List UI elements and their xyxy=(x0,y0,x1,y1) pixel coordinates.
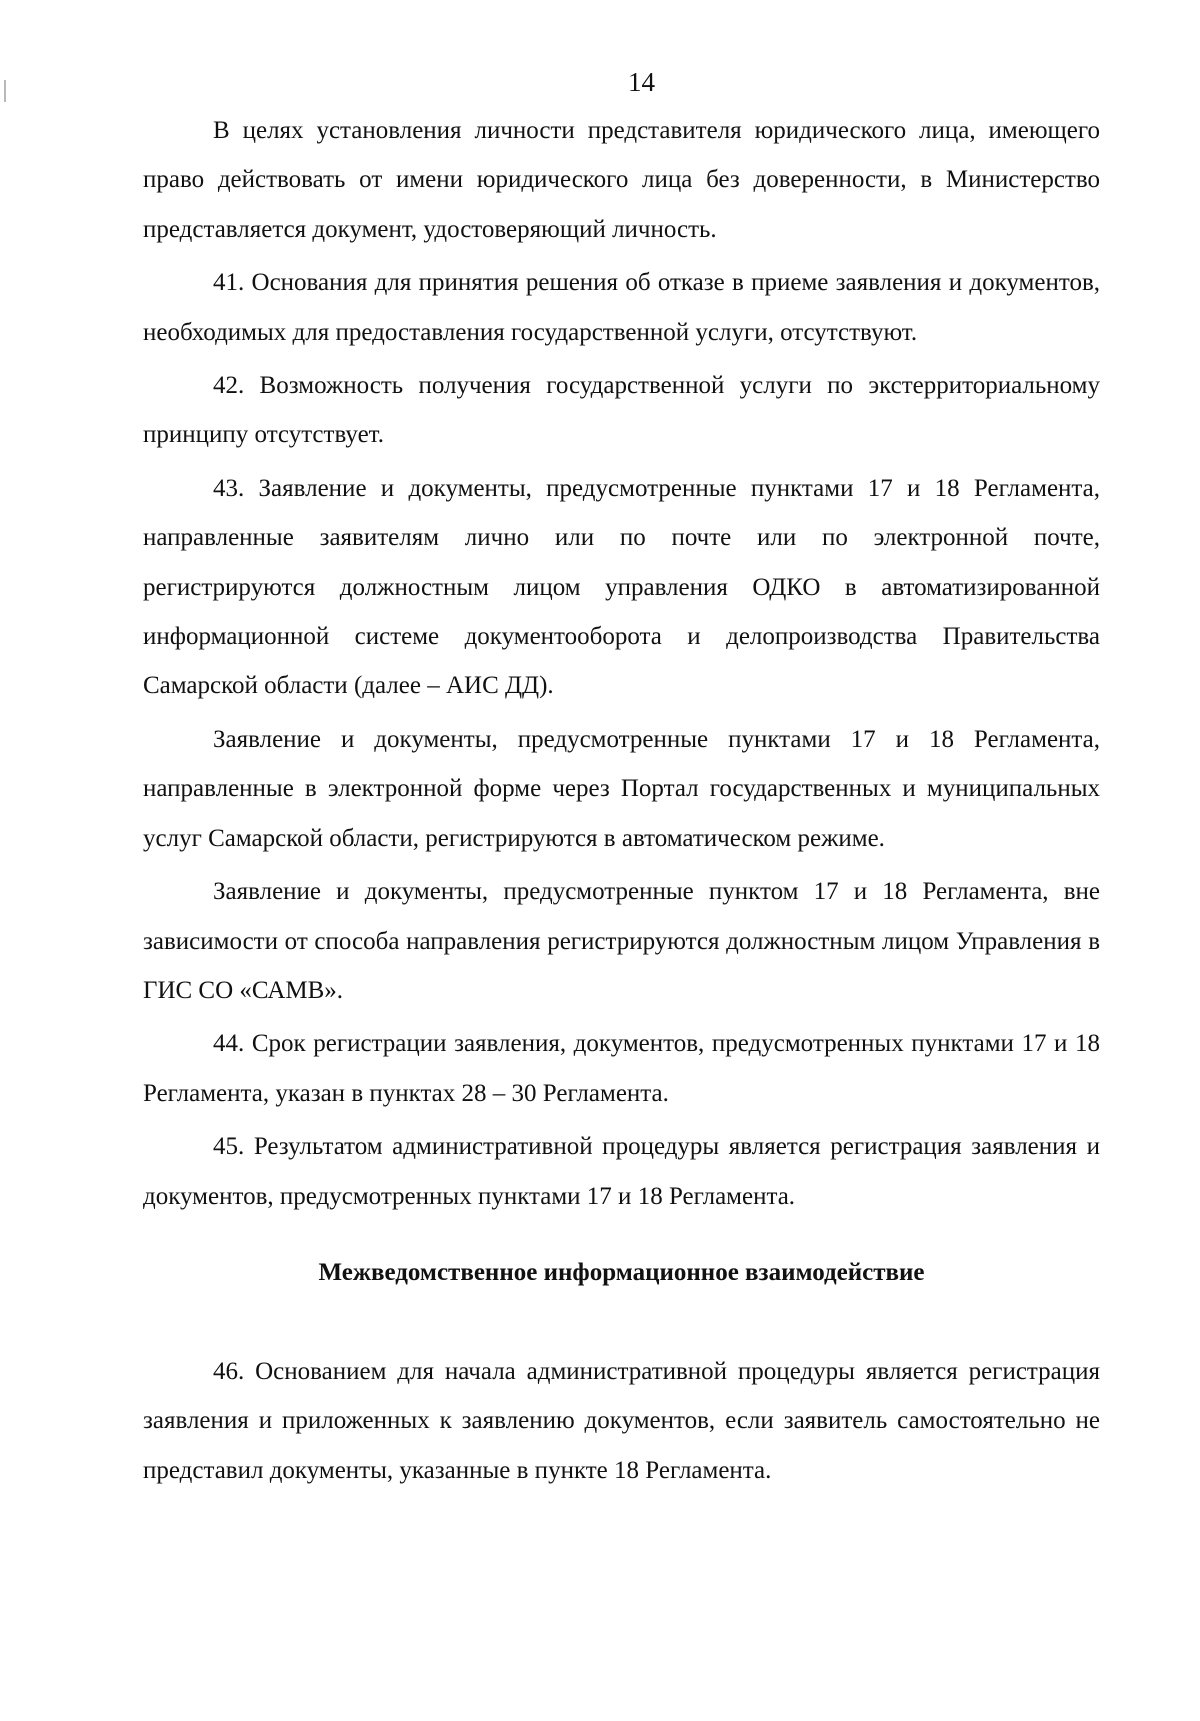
paragraph-42: 42. Возможность получения государственной услуги по экстерриториальному принципу отсутствует. xyxy=(143,372,1100,449)
paragraph-43: 43. Заявление и документы, предусмотренные пунктами 17 и 18 Регламента, направленные заявителям лично или по почте или по электронной почте, регистрируются должностным лицом управления ОДКО в автоматизированной информационной системе документооборота и делопроизводства Правительства Самарской области (далее – АИС ДД). xyxy=(143,474,1100,700)
document-page xyxy=(143,66,1100,1499)
paragraph-46: 46. Основанием для начала административной процедуры является регистрация заявления и приложенных к заявлению документов, если заявитель самостоятельно не представил документы, указанные в пункте 18 Регламента. xyxy=(143,1357,1100,1484)
paragraph-45: 45. Результатом административной процедуры является регистрация заявления и документов, предусмотренных пунктами 17 и 18 Регламента. xyxy=(143,1133,1100,1210)
paragraph-41: 41. Основания для принятия решения об отказе в приеме заявления и документов, необходимых для предоставления государственной услуги, отсутствуют. xyxy=(143,269,1100,346)
scan-edge-mark xyxy=(4,80,6,102)
paragraph-registration-gis: Заявление и документы, предусмотренные пунктом 17 и 18 Регламента, вне зависимости от способа направления регистрируются должностным лицом Управления в ГИС СО «САМВ». xyxy=(143,878,1100,1004)
paragraph-representative-identity: В целях установления личности представителя юридического лица, имеющего право действовать от имени юридического лица без доверенности, в Министерство представляется документ, удостоверяющий личность. xyxy=(143,117,1100,243)
paragraph-electronic-submission: Заявление и документы, предусмотренные пунктами 17 и 18 Регламента, направленные в электронной форме через Портал государственных и муниципальных услуг Самарской области, регистрируются в автоматическом режиме. xyxy=(143,725,1100,852)
page-number: 14 xyxy=(628,67,655,97)
paragraph-44: 44. Срок регистрации заявления, документов, предусмотренных пунктами 17 и 18 Регламента, указан в пунктах 28 – 30 Регламента. xyxy=(143,1030,1100,1107)
section-heading: Межведомственное информационное взаимодействие xyxy=(318,1258,925,1286)
